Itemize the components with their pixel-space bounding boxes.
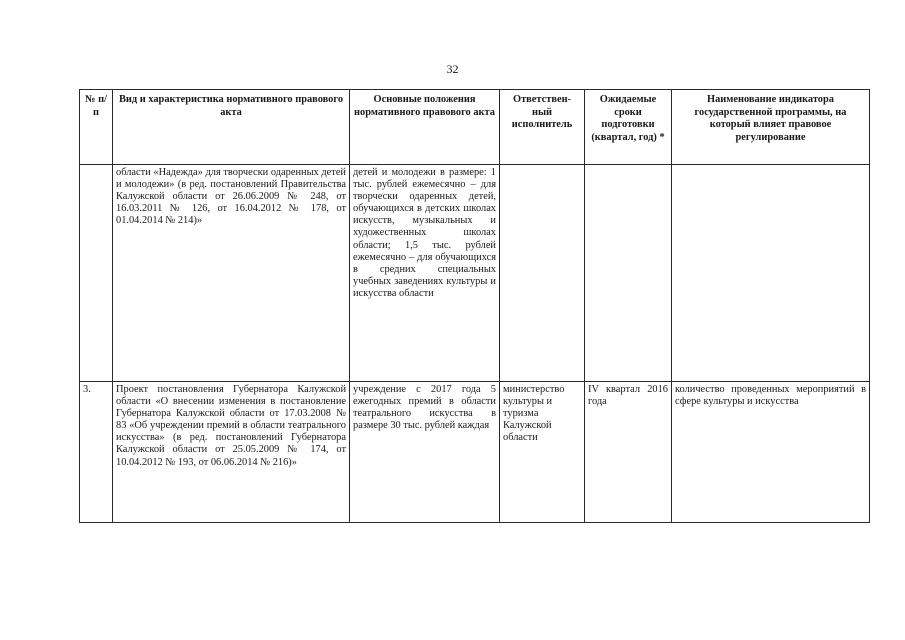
- page-number: 32: [446, 62, 459, 76]
- cell-num: 3.: [80, 382, 113, 523]
- cell-num: [80, 165, 113, 382]
- cell-deadline: [585, 165, 672, 382]
- header-deadline: Ожидаемые сроки подготовки (квартал, год) *: [585, 90, 672, 165]
- table-header-row: [80, 90, 870, 165]
- header-num: № п/п: [80, 90, 113, 165]
- header-responsible: Ответствен-ный исполнитель: [500, 90, 585, 165]
- table-row: [80, 165, 870, 382]
- cell-act-type: Проект постановления Губернатора Калужской области «О внесении изменения в постановление Губернатора Калужской области от 17.03.2008 № 83 «Об учреждении премий в области театрального искусства» (в ред. постановлений Губернатора Калужской области от 25.05.2009 № 174, от 10.04.2012 № 193, от 06.06.2014 № 216)»: [113, 382, 350, 523]
- cell-main-provisions: детей и молодежи в размере: 1 тыс. рублей ежемесячно – для творчески одаренных детей, обучающихся в детских школах искусств, музыкальных и художественных школах области; 1,5 тыс. рублей ежемесячно – для обучающихся в средних специальных учебных заведениях культуры и искусства области: [350, 165, 500, 382]
- cell-act-type: области «Надежда» для творчески одаренных детей и молодежи» (в ред. постановлений Правительства Калужской области от 26.06.2009 № 248, от 16.03.2011 № 126, от 16.04.2012 № 178, от 01.04.2014 № 214)»: [113, 165, 350, 382]
- cell-responsible: [500, 165, 585, 382]
- legal-acts-table: [79, 89, 870, 523]
- cell-indicator: [672, 165, 870, 382]
- cell-main-provisions: учреждение с 2017 года 5 ежегодных премий в области театрального искусства в размере 30 тыс. рублей каждая: [350, 382, 500, 523]
- header-indicator: Наименование индикатора государственной программы, на который влияет правовое регулирование: [672, 90, 870, 165]
- cell-indicator: количество проведенных мероприятий в сфере культуры и искусства: [672, 382, 870, 523]
- header-act-type: Вид и характеристика нормативного правового акта: [113, 90, 350, 165]
- table-row: [80, 382, 870, 523]
- cell-deadline: IV квартал 2016 года: [585, 382, 672, 523]
- header-main-provisions: Основные положения нормативного правового акта: [350, 90, 500, 165]
- cell-responsible: министерство культуры и туризма Калужской области: [500, 382, 585, 523]
